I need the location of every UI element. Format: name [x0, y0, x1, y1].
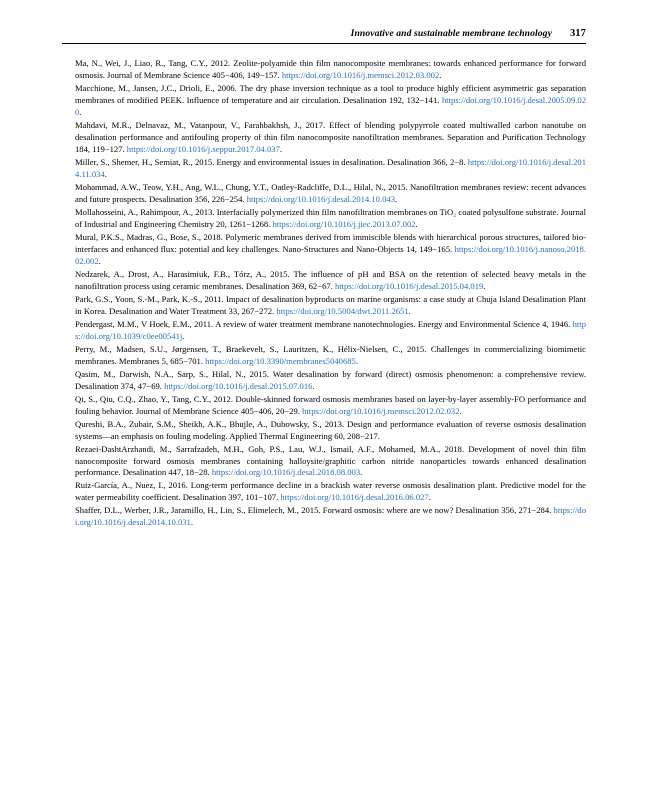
reference-citation: Mohammad, A.W., Teow, Y.H., Ang, W.L., Chung, Y.T., Oatley-Radcliffe, D.L., Hilal, N., 2015. Nanofiltration membranes review: recent advances and future prospects. Desalination 356, 226−254. — [75, 181, 586, 204]
reference-list — [62, 58, 586, 529]
reference-citation: Park, G.S., Yoon, S.-M., Park, K.-S., 2011. Impact of desalination byproducts on marine organisms: a case study at Chuja Island Desalination Plant in Korea. Desalination and Water Treatment 33, 267−272. — [75, 293, 586, 316]
reference-text — [75, 505, 586, 529]
doi-link[interactable]: https://doi.org/10.5004/dwt.2011.2651 — [276, 305, 409, 316]
reference-text — [75, 444, 586, 480]
reference-citation: Rezaei-DashtArzhandi, M., Sarrafzadeh, M.H., Goh, P.S., Lau, W.J., Ismail, A.F., Mohamed, M.A., 2018. Development of novel thin film nanocomposite forward osmosis membranes containing halloysite/graphitic carbon nitride nanoparticles towards enhanced desalination performance. Desalination 447, 18−28. — [75, 443, 586, 478]
reference-entry — [62, 319, 586, 343]
reference-text — [75, 182, 586, 206]
doi-link[interactable]: https://doi.org/10.1016/j.desal.2014.10.043 — [246, 193, 396, 204]
reference-entry — [62, 444, 586, 480]
running-head-title: Innovative and sustainable membrane technology — [350, 28, 552, 39]
reference-entry — [62, 369, 586, 393]
reference-tail: . — [428, 492, 431, 503]
reference-text — [75, 232, 586, 268]
doi-link[interactable]: https://doi.org/10.1016/j.desal.2005.09.020 — [75, 94, 586, 117]
reference-citation: Miller, S., Shemer, H., Semiat, R., 2015. Energy and environmental issues in desalination. Desalination 366, 2−8. — [75, 156, 468, 167]
reference-tail: . — [312, 380, 315, 391]
reference-entry — [62, 207, 586, 231]
doi-link[interactable]: https://doi.org/10.1016/j.desal.2014.11.034 — [75, 156, 586, 179]
reference-entry — [62, 419, 586, 443]
reference-entry — [62, 182, 586, 206]
page-number: 317 — [569, 28, 586, 39]
reference-entry — [62, 344, 586, 368]
reference-citation: Mural, P.K.S., Madras, G., Bose, S., 2018. Polymeric membranes derived from immiscible blends with hierarchical porous structures, tailored bio-interfaces and enhanced flux: potential and key challenges. Nano-Structures and Nano-Objects 14, 149−165. — [75, 231, 586, 254]
reference-tail: . — [79, 106, 82, 117]
reference-entry — [62, 294, 586, 318]
reference-text — [75, 207, 586, 231]
reference-text — [75, 157, 586, 181]
doi-link[interactable]: https://doi.org/10.1016/j.memsci.2012.03.002 — [281, 69, 440, 80]
reference-citation: Qi, S., Qiu, C.Q., Zhao, Y., Tang, C.Y., 2012. Double-skinned forward osmosis membranes based on layer-by-layer assembly-FO performance and fouling behavior. Journal of Membrane Science 405−406, 20−29. — [75, 393, 586, 416]
reference-tail: . — [415, 218, 418, 229]
running-head — [62, 28, 586, 44]
reference-entry — [62, 232, 586, 268]
reference-text — [75, 83, 586, 119]
reference-text — [75, 319, 586, 343]
reference-citation: Macchione, M., Jansen, J.C., Drioli, E., 2006. The dry phase inversion technique as a tool to produce highly efficient asymmetric gas separation membranes of modified PEEK. Influence of temperature and air circulation. Desalination 192, 132−141. — [75, 82, 586, 105]
reference-citation: Qureshi, B.A., Zubair, S.M., Sheikh, A.K., Bhujle, A., Dubowsky, S., 2013. Design and performance evaluation of reverse osmosis desalination systems—an emphasis on fouling modeling. Applied Thermal Engineering 60, 208−217. — [75, 418, 586, 441]
reference-text — [75, 394, 586, 418]
reference-tail: . — [483, 280, 486, 291]
reference-entry — [62, 480, 586, 504]
reference-text — [75, 480, 586, 504]
reference-tail: . — [279, 143, 283, 154]
reference-text — [75, 294, 586, 318]
doi-link[interactable]: https://doi.org/10.1016/j.memsci.2012.02.032 — [302, 405, 460, 416]
reference-citation: Ruiz-García, A., Nuez, I., 2016. Long-term performance decline in a brackish water reverse osmosis desalination plant. Predictive model for the water permeability coefficient. Desalination 397, 101−107. — [75, 480, 586, 503]
reference-tail: . — [360, 467, 363, 478]
reference-entry — [62, 394, 586, 418]
reference-tail: . — [98, 255, 101, 266]
reference-entry — [62, 83, 586, 119]
reference-tail: . — [408, 305, 411, 316]
reference-tail: . — [190, 517, 194, 528]
doi-link[interactable]: https://doi.org/10.1016/j.nanoso.2018.02.002 — [75, 243, 586, 266]
reference-citation: Mollahosseini, A., Rahimpour, A., 2013. Interfacially polymerized thin film nanofiltration membranes on TiO₂ coated polysulfone substrate. Journal of Industrial and Engineering Chemistry 20, 1261−1268. — [75, 206, 586, 229]
reference-tail: . — [395, 193, 398, 204]
reference-entry — [62, 269, 586, 293]
doi-link[interactable]: https://doi.org/10.1039/c0ee00541j — [75, 318, 586, 341]
reference-tail: . — [104, 168, 107, 179]
reference-entry — [62, 505, 586, 529]
reference-entry — [62, 157, 586, 181]
reference-text — [75, 369, 586, 393]
doi-link[interactable]: https://doi.org/10.1016/j.desal.2015.07.016 — [164, 380, 313, 391]
reference-citation: Nedzarek, A., Drost, A., Harasimiuk, F.B., Tórz, A., 2015. The influence of pH and BSA on the retention of selected heavy metals in the nanofiltration process using ceramic membranes. Desalination 369, 62−67. — [75, 268, 586, 291]
doi-link[interactable]: https://doi.org/10.1016/j.seppur.2017.04.037 — [126, 143, 280, 154]
reference-citation: Ma, N., Wei, J., Liao, R., Tang, C.Y., 2012. Zeolite-polyamide thin film nanocomposite membranes: towards enhanced performance for forward osmosis. Journal of Membrane Science 405−406, 149−157. — [75, 58, 586, 80]
reference-tail: . — [439, 69, 442, 80]
reference-citation: Perry, M., Madsen, S.U., Jørgensen, T., Braekevelt, S., Lauritzen, K., Hélix-Nielsen, C., 2015. Challenges in commercializing biomimetic membranes. Membranes 5, 685−701. — [75, 343, 586, 366]
reference-text — [75, 419, 586, 443]
doi-link[interactable]: https://doi.org/10.1016/j.desal.2014.10.031 — [75, 505, 586, 528]
doi-link[interactable]: https://doi.org/10.1016/j.desal.2016.06.027 — [280, 492, 429, 503]
reference-citation: Mahdavi, M.R., Delnavaz, M., Vatanpour, V., Farahbakhsh, J., 2017. Effect of blending polypyrrole coated multiwalled carbon nanotube on desalination performance and antifouling property of thin film nanocomposite nanofiltration membranes. Separation and Purification Technology 184, 119−127. — [75, 119, 586, 154]
reference-tail: . — [182, 330, 185, 341]
doi-link[interactable]: https://doi.org/10.1016/j.desal.2018.08.003 — [211, 467, 361, 478]
reference-entry — [62, 58, 586, 82]
reference-text — [75, 58, 586, 82]
reference-citation: Shaffer, D.L., Werber, J.R., Jaramillo, H., Lin, S., Elimelech, M., 2015. Forward osmosis: where are we now? Desalination 356, 271−284. — [75, 505, 554, 516]
reference-tail: . — [459, 405, 462, 416]
doi-link[interactable]: https://doi.org/10.1016/j.jiec.2013.07.002 — [272, 218, 416, 229]
doi-link[interactable]: https://doi.org/10.3390/membranes5040685 — [205, 355, 356, 366]
reference-citation: Qasim, M., Darwish, N.A., Sarp, S., Hilal, N., 2015. Water desalination by forward (direct) osmosis phenomenon: a comprehensive review. Desalination 374, 47−69. — [75, 368, 586, 391]
doi-link[interactable]: https://doi.org/10.1016/j.desal.2015.04.019 — [334, 280, 484, 291]
reference-text — [75, 269, 586, 293]
reference-text — [75, 120, 586, 156]
reference-entry — [62, 120, 586, 156]
reference-text — [75, 344, 586, 368]
reference-tail: . — [355, 355, 359, 366]
reference-citation: Pendergast, M.M., V Hoek, E.M., 2011. A review of water treatment membrane nanotechnologies. Energy and Environmental Science 4, 1946. — [75, 318, 573, 329]
